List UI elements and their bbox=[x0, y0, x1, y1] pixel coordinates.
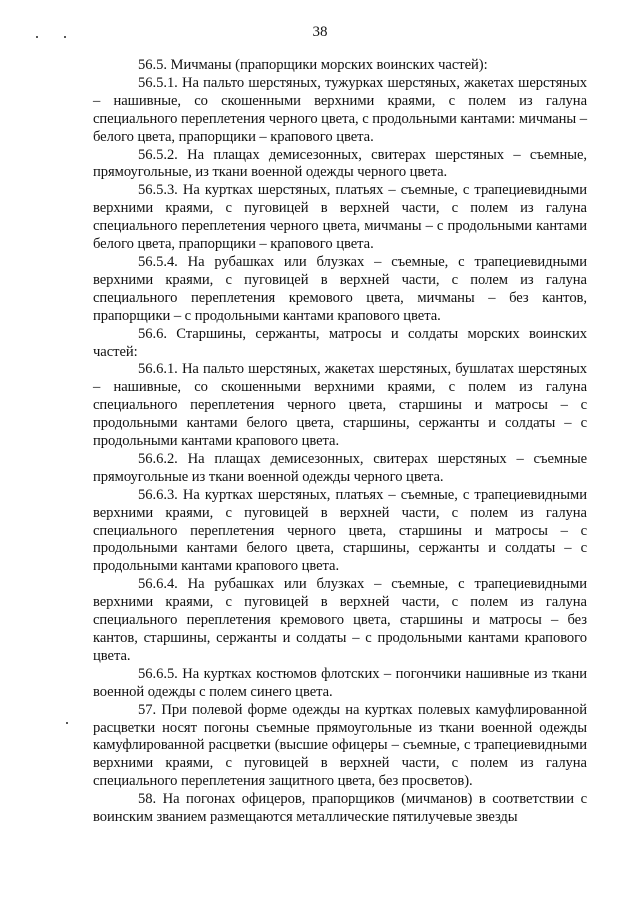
paragraph-58: 58. На погонах офицеров, прапорщиков (мичманов) в соответствии с воинским званием размещаются металлические пятилучевые звезды bbox=[93, 791, 587, 826]
paragraph-57: 57. При полевой форме одежды на куртках полевых камуфлированной расцветки носят погоны съемные прямоугольные из ткани военной одежды камуфлированной расцветки (высшие офицеры – съемные, с трапециевидными верхними краями, с пуговицей в верхней части, с полем из галуна специального переплетения защитного цвета, без просветов). bbox=[93, 701, 587, 790]
paragraph-56-6-4: 56.6.4. На рубашках или блузках – съемные, с трапециевидными верхними краями, с пуговицей в верхней части, с полем из галуна специального переплетения кремового цвета, старшины и матросы – без кантов, старшины, сержанты и солдаты – с продольными кантами крапового цвета. bbox=[93, 576, 587, 664]
paragraph-56-6: 56.6. Старшины, сержанты, матросы и солдаты морских воинских частей: bbox=[93, 325, 587, 360]
paragraph-56-5-2: 56.5.2. На плащах демисезонных, свитерах шерстяных – съемные, прямоугольные, из ткани военной одежды черного цвета. bbox=[93, 146, 587, 181]
paragraph-56-5-3: 56.5.3. На куртках шерстяных, платьях – съемные, с трапециевидными верхними краями, с пуговицей в верхней части, с полем из галуна специального переплетения черного цвета, мичманы – с продольными кантами белого цвета, прапорщики – крапового цвета. bbox=[93, 182, 587, 253]
paragraph-56-6-2: 56.6.2. На плащах демисезонных, свитерах шерстяных – съемные прямоугольные из ткани военной одежды черного цвета. bbox=[93, 450, 587, 485]
paragraph-56-5-1: 56.5.1. На пальто шерстяных, тужурках шерстяных, жакетах шерстяных – нашивные, со скошенными верхними краями, с полем из галуна специального переплетения черного цвета, с продольными кантами: мичманы – белого цвета, прапорщики – крапового цвета. bbox=[93, 74, 588, 145]
paragraph-56-6-5: 56.6.5. На куртках костюмов флотских – погончики нашивные из ткани военной одежды с полем синего цвета. bbox=[93, 665, 587, 700]
scan-speck bbox=[66, 722, 68, 724]
paragraph-56-5: 56.5. Мичманы (прапорщики морских воинских частей): bbox=[138, 57, 488, 73]
page-number: 38 bbox=[312, 24, 328, 40]
paragraph-56-5-4: 56.5.4. На рубашках или блузках – съемные, с трапециевидными верхними краями, с пуговицей в верхней части, с полем из галуна специального переплетения кремового цвета, мичманы – без кантов, прапорщики – с продольными кантами крапового цвета. bbox=[93, 253, 587, 324]
paragraph-56-6-1: 56.6.1. На пальто шерстяных, жакетах шерстяных, бушлатах шерстяных – нашивные, со скошенными верхними краями, с полем из галуна специального переплетения черного цвета, старшины и матросы – с продольными кантами белого цвета, старшины, сержанты и солдаты – с продольными кантами крапового цвета. bbox=[93, 361, 587, 450]
paragraph-56-6-3: 56.6.3. На куртках шерстяных, платьях – съемные, с трапециевидными верхними краями, с пуговицей в верхней части, с полем из галуна специального переплетения черного цвета, старшины и матросы – с продольными кантами белого цвета, старшины, сержанты и солдаты – с продольными кантами крапового цвета. bbox=[93, 486, 587, 575]
document-body bbox=[93, 57, 587, 827]
